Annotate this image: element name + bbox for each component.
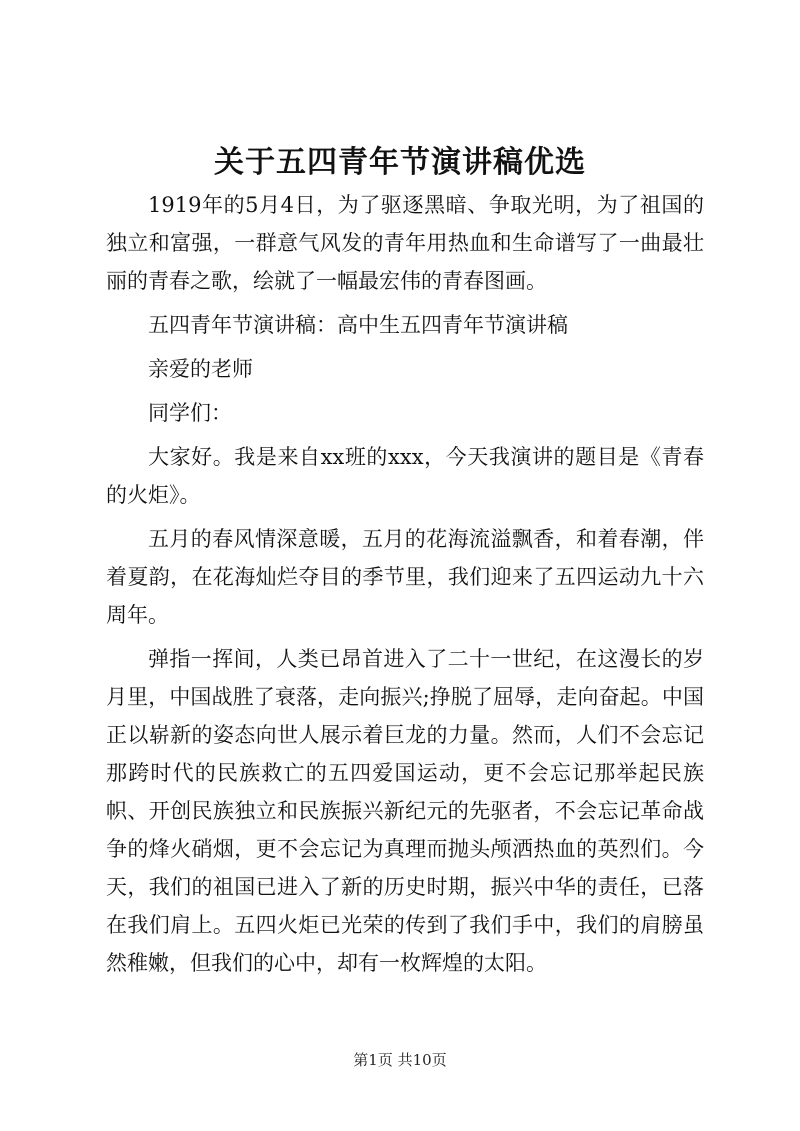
paragraph-salutation-students: 同学们：: [148, 401, 232, 425]
page-number: 第1页 共10页: [353, 1051, 447, 1069]
paragraph-may-spring: 五月的春风情深意暖，五月的花海流溢飘香，和着春潮，伴着夏韵，在花海灿烂夺目的季节里，我们迎来了五四运动九十六周年。: [106, 527, 704, 627]
paragraph-salutation-teacher: 亲爱的老师: [148, 357, 253, 381]
document-body: [106, 186, 704, 988]
document-title: 关于五四青年节演讲稿优选: [214, 145, 586, 180]
paragraph-history: 弹指一挥间，人类已昂首进入了二十一世纪，在这漫长的岁月里，中国战胜了衰落，走向振兴;挣脱了屈辱，走向奋起。中国正以崭新的姿态向世人展示着巨龙的力量。然而，人们不会忘记那跨时代的民族救亡的五四爱国运动，更不会忘记那举起民族帜、开创民族独立和民族振兴新纪元的先驱者，不会忘记革命战争的烽火硝烟，更不会忘记为真理而抛头颅洒热血的英烈们。今天，我们的祖国已进入了新的历史时期，振兴中华的责任，已落在我们肩上。五四火炬已光荣的传到了我们手中，我们的肩膀虽然稚嫩，但我们的心中，却有一枚辉煌的太阳。: [106, 647, 704, 975]
paragraph-intro: 1919年的5月4日，为了驱逐黑暗、争取光明，为了祖国的独立和富强，一群意气风发的青年用热血和生命谱写了一曲最壮丽的青春之歌，绘就了一幅最宏伟的青春图画。: [106, 193, 704, 293]
paragraph-greeting: 大家好。我是来自xx班的xxx，今天我演讲的题目是《青春的火炬》。: [106, 445, 704, 507]
paragraph-subtitle: 五四青年节演讲稿：高中生五四青年节演讲稿: [148, 313, 568, 337]
